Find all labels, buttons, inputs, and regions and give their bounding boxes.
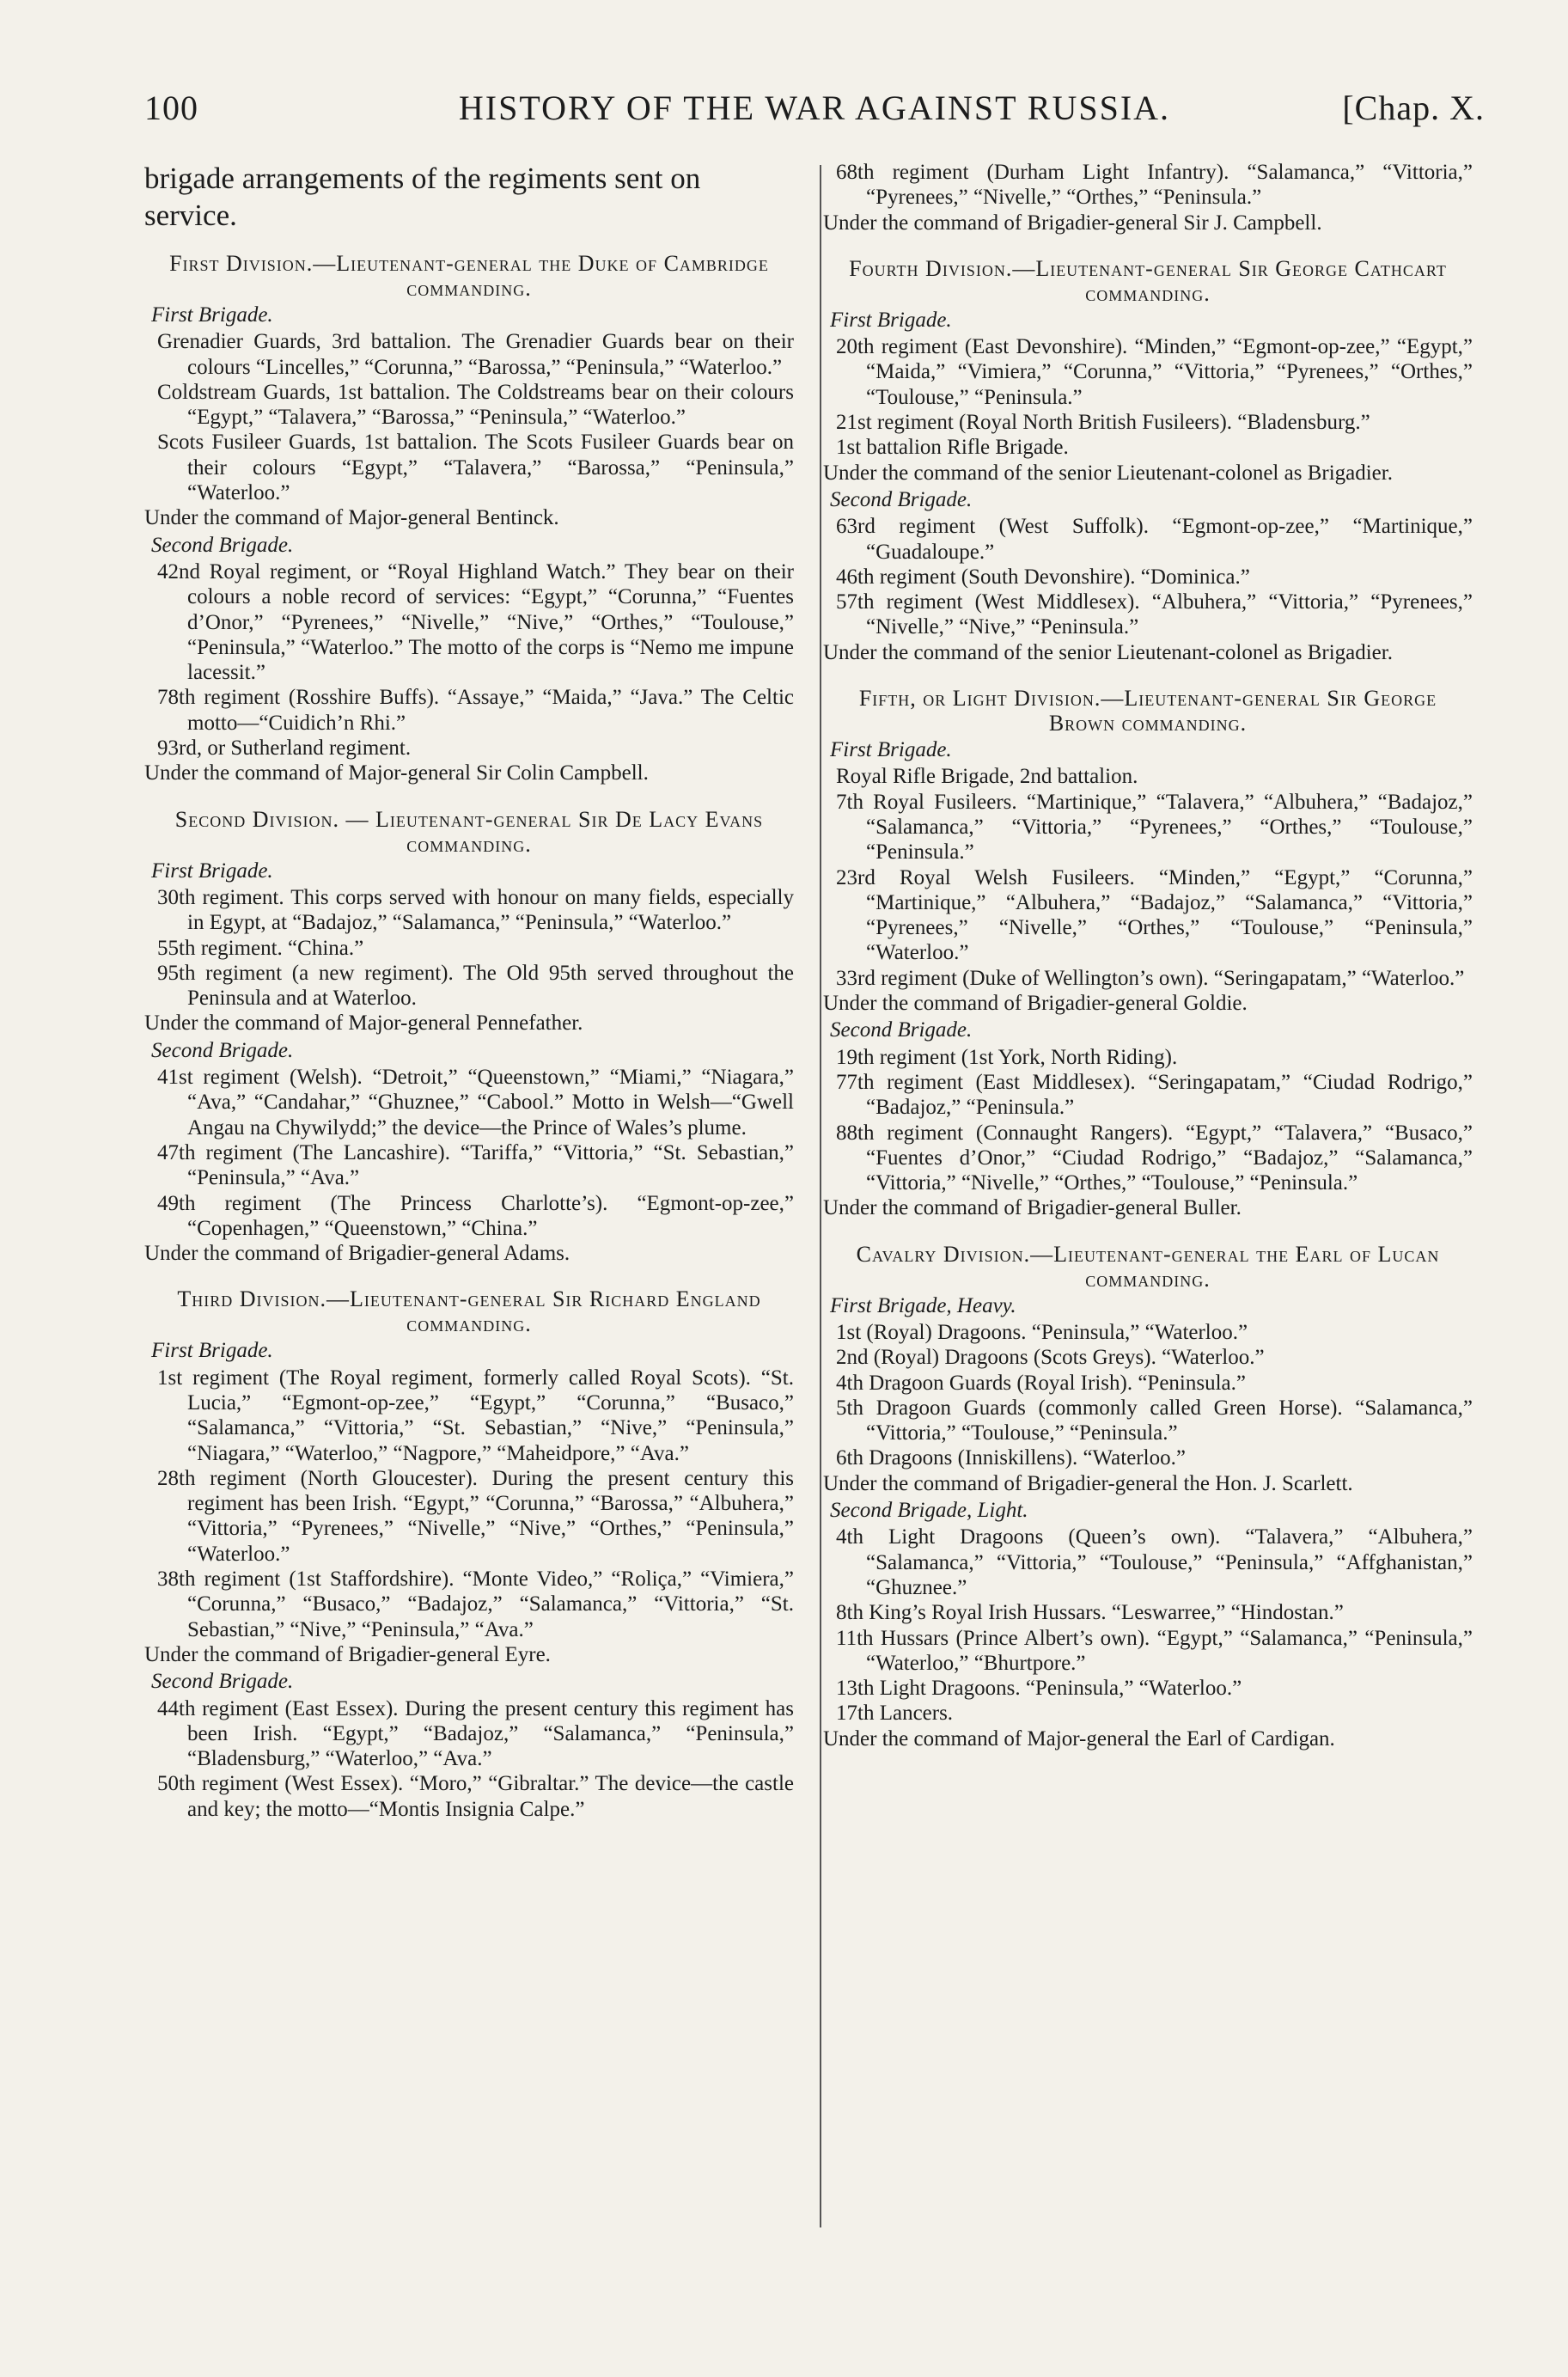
regiment-entry: 93rd, or Sutherland regiment. <box>157 736 412 761</box>
brigade-title: First Brigade, Heavy. <box>830 1293 1016 1317</box>
command-line: Under the command of Major-general the Earl of Cardigan. <box>823 1726 1335 1751</box>
regiment-entry: 4th Light Dragoons (Queen’s own). “Talavera,” “Albuhera,” “Salamanca,” “Vittoria,” “Toulouse,” “Peninsula,” “Affghanistan,” “Ghuznee.” <box>836 1525 1473 1599</box>
regiment-entry: 38th regiment (1st Staffordshire). “Monte Video,” “Roliça,” “Vimiera,” “Corunna,” “Busaco,” “Badajoz,” “Salamanca,” “Vittoria,” “St. Sebastian,” “Nive,” “Peninsula,” “Ava.” <box>157 1567 794 1641</box>
division-heading: First Division.—Lieutenant-general the Duke of Cambridge commanding. <box>169 251 769 301</box>
page-number: 100 <box>144 89 198 127</box>
regiment-entry: Coldstream Guards, 1st battalion. The Coldstreams bear on their colours “Egypt,” “Talavera,” “Barossa,” “Peninsula,” “Waterloo.” <box>157 380 794 430</box>
brigade-title: First Brigade. <box>151 1339 273 1363</box>
brigade-title: Second Brigade. <box>151 1670 294 1694</box>
regiment-entry: 19th regiment (1st York, North Riding). <box>836 1045 1178 1069</box>
brigade-title: First Brigade. <box>830 308 952 332</box>
regiment-entry: 20th regiment (East Devonshire). “Minden,” “Egmont-op-zee,” “Egypt,” “Maida,” “Vimiera,” “Corunna,” “Vittoria,” “Pyrenees,” “Orthes,” “Toulouse,” “Peninsula.” <box>836 335 1473 409</box>
command-line: Under the command of Brigadier-general the Hon. J. Scarlett. <box>823 1471 1353 1495</box>
brigade-title: First Brigade. <box>830 738 952 762</box>
right-column <box>823 160 1473 1751</box>
regiment-entry: 7th Royal Fusileers. “Martinique,” “Talavera,” “Albuhera,” “Badajoz,” “Salamanca,” “Vittoria,” “Pyrenees,” “Orthes,” “Toulouse,” “Peninsula.” <box>836 790 1473 865</box>
command-line: Under the command of the senior Lieutenant-colonel as Brigadier. <box>823 640 1393 664</box>
division-heading: Third Division.—Lieutenant-general Sir Richard England commanding. <box>177 1286 761 1337</box>
brigade-title: First Brigade. <box>151 303 273 327</box>
command-line: Under the command of Major-general Pennefather. <box>144 1011 583 1036</box>
regiment-entry: 6th Dragoons (Inniskillens). “Waterloo.” <box>836 1446 1186 1470</box>
brigade-title: First Brigade. <box>151 859 273 883</box>
regiment-entry: 30th regiment. This corps served with honour on many fields, especially in Egypt, at “Badajoz,” “Salamanca,” “Peninsula,” “Waterloo.” <box>157 885 794 935</box>
brigade-title: Second Brigade. <box>830 1018 973 1042</box>
regiment-entry: 1st regiment (The Royal regiment, formerly called Royal Scots). “St. Lucia,” “Egmont-op-zee,” “Egypt,” “Corunna,” “Busaco,” “Salamanca,” “Vittoria,” “St. Sebastian,” “Nive,” “Peninsula,” “Niagara,” “Waterloo,” “Nagpore,” “Maheidpore,” “Ava.” <box>157 1366 794 1465</box>
regiment-entry: 28th regiment (North Gloucester). During the present century this regiment has been Irish. “Egypt,” “Corunna,” “Barossa,” “Albuhera,” “Vittoria,” “Pyrenees,” “Nivelle,” “Nive,” “Orthes,” “Peninsula,” “Waterloo.” <box>157 1466 794 1566</box>
regiment-entry: 4th Dragoon Guards (Royal Irish). “Peninsula.” <box>836 1371 1246 1395</box>
regiment-entry: 33rd regiment (Duke of Wellington’s own). “Seringapatam,” “Waterloo.” <box>836 966 1465 990</box>
running-header <box>144 88 1485 131</box>
regiment-entry: 44th regiment (East Essex). During the present century this regiment has been Irish. “Egypt,” “Badajoz,” “Salamanca,” “Peninsula,” “Bladensburg,” “Waterloo,” “Ava.” <box>157 1696 794 1771</box>
regiment-entry: 23rd Royal Welsh Fusileers. “Minden,” “Egypt,” “Corunna,” “Martinique,” “Albuhera,” “Badajoz,” “Salamanca,” “Vittoria,” “Pyrenees,” “Nivelle,” “Orthes,” “Toulouse,” “Peninsula,” “Waterloo.” <box>836 865 1473 965</box>
chapter-label: [Chap. X. <box>1342 89 1485 127</box>
regiment-entry: 55th regiment. “China.” <box>157 936 364 960</box>
division-heading: Second Division. — Lieutenant-general Sir De Lacy Evans commanding. <box>174 806 764 857</box>
regiment-entry: 5th Dragoon Guards (commonly called Green Horse). “Salamanca,” “Vittoria,” “Toulouse,” “Peninsula.” <box>836 1396 1473 1445</box>
command-line: Under the command of Brigadier-general Buller. <box>823 1196 1242 1220</box>
regiment-entry: 78th regiment (Rosshire Buffs). “Assaye,” “Maida,” “Java.” The Celtic motto—“Cuidich’n Rhi.” <box>157 686 794 735</box>
command-line: Under the command of Brigadier-general Eyre. <box>144 1642 551 1666</box>
regiment-entry: 42nd Royal regiment, or “Royal Highland Watch.” They bear on their colours a noble record of services: “Egypt,” “Corunna,” “Fuentes d’Onor,” “Pyrenees,” “Nivelle,” “Nive,” “Orthes,” “Toulouse,” “Peninsula,” “Waterloo.” The motto of the corps is “Nemo me impune lacessit.” <box>157 559 794 685</box>
regiment-entry: 41st regiment (Welsh). “Detroit,” “Queenstown,” “Miami,” “Niagara,” “Ava,” “Candahar,” “Ghuznee,” “Cabool.” Motto in Welsh—“Gwell Angau na Chywilydd;” the device—the Prince of Wales’s plume. <box>157 1066 794 1140</box>
regiment-entry: 50th regiment (West Essex). “Moro,” “Gibraltar.” The device—the castle and key; the motto—“Montis Insignia Calpe.” <box>157 1772 794 1821</box>
regiment-entry: 8th King’s Royal Irish Hussars. “Leswarree,” “Hindostan.” <box>836 1601 1344 1625</box>
left-column <box>144 160 794 1822</box>
division-heading: Fourth Division.—Lieutenant-general Sir George Cathcart commanding. <box>849 255 1447 306</box>
regiment-entry: Grenadier Guards, 3rd battalion. The Grenadier Guards bear on their colours “Lincelles,” “Corunna,” “Barossa,” “Peninsula,” “Waterloo.” <box>157 330 794 379</box>
brigade-title: Second Brigade. <box>830 487 973 511</box>
regiment-entry: 2nd (Royal) Dragoons (Scots Greys). “Waterloo.” <box>836 1346 1265 1370</box>
division-heading: Fifth, or Light Division.—Lieutenant-general Sir George Brown commanding. <box>858 686 1437 736</box>
regiment-entry: 88th regiment (Connaught Rangers). “Egypt,” “Talavera,” “Busaco,” “Fuentes d’Onor,” “Ciudad Rodrigo,” “Badajoz,” “Salamanca,” “Vittoria,” “Nivelle,” “Orthes,” “Toulouse,” “Peninsula.” <box>836 1121 1473 1195</box>
regiment-entry: 95th regiment (a new regiment). The Old 95th served throughout the Peninsula and at Waterloo. <box>157 961 794 1011</box>
command-line: Under the command of Brigadier-general Sir J. Campbell. <box>823 211 1322 235</box>
regiment-entry: 68th regiment (Durham Light Infantry). “Salamanca,” “Vittoria,” “Pyrenees,” “Nivelle,” “Orthes,” “Peninsula.” <box>836 161 1473 210</box>
brigade-title: Second Brigade. <box>151 533 294 557</box>
regiment-entry: 17th Lancers. <box>836 1702 954 1726</box>
running-title: HISTORY OF THE WAR AGAINST RUSSIA. <box>458 89 1171 127</box>
brigade-title: Second Brigade, Light. <box>830 1499 1028 1523</box>
intro-text: brigade arrangements of the regiments sent on service. <box>144 162 701 232</box>
regiment-entry: 49th regiment (The Princess Charlotte’s). “Egmont-op-zee,” “Copenhagen,” “Queenstown,” “China.” <box>157 1191 794 1240</box>
regiment-entry: 11th Hussars (Prince Albert’s own). “Egypt,” “Salamanca,” “Peninsula,” “Waterloo,” “Bhurtpore.” <box>836 1626 1473 1675</box>
regiment-entry: 1st (Royal) Dragoons. “Peninsula,” “Waterloo.” <box>836 1320 1248 1344</box>
command-line: Under the command of the senior Lieutenant-colonel as Brigadier. <box>823 461 1393 485</box>
regiment-entry: 21st regiment (Royal North British Fusileers). “Bladensburg.” <box>836 411 1370 435</box>
command-line: Under the command of Brigadier-general Adams. <box>144 1242 570 1266</box>
regiment-entry: Scots Fusileer Guards, 1st battalion. The Scots Fusileer Guards bear on their colours “Egypt,” “Talavera,” “Barossa,” “Peninsula,” “Waterloo.” <box>157 431 794 505</box>
regiment-entry: Royal Rifle Brigade, 2nd battalion. <box>836 765 1138 789</box>
regiment-entry: 63rd regiment (West Suffolk). “Egmont-op-zee,” “Martinique,” “Guadaloupe.” <box>836 515 1473 564</box>
regiment-entry: 46th regiment (South Devonshire). “Dominica.” <box>836 565 1250 589</box>
command-line: Under the command of Brigadier-general Goldie. <box>823 992 1248 1016</box>
regiment-entry: 1st battalion Rifle Brigade. <box>836 436 1069 460</box>
regiment-entry: 57th regiment (West Middlesex). “Albuhera,” “Vittoria,” “Pyrenees,” “Nivelle,” “Nive,” “Peninsula.” <box>836 590 1473 639</box>
regiment-entry: 47th regiment (The Lancashire). “Tariffa,” “Vittoria,” “St. Sebastian,” “Peninsula,” “Ava.” <box>157 1140 794 1190</box>
column-divider <box>820 165 821 2227</box>
division-heading: Cavalry Division.—Lieutenant-general the Earl of Lucan commanding. <box>856 1241 1440 1292</box>
regiment-entry: 13th Light Dragoons. “Peninsula,” “Waterloo.” <box>836 1677 1242 1701</box>
regiment-entry: 77th regiment (East Middlesex). “Seringapatam,” “Ciudad Rodrigo,” “Badajoz,” “Peninsula.” <box>836 1070 1473 1120</box>
command-line: Under the command of Major-general Sir Colin Campbell. <box>144 761 649 785</box>
brigade-title: Second Brigade. <box>151 1038 294 1062</box>
command-line: Under the command of Major-general Bentinck. <box>144 506 559 530</box>
